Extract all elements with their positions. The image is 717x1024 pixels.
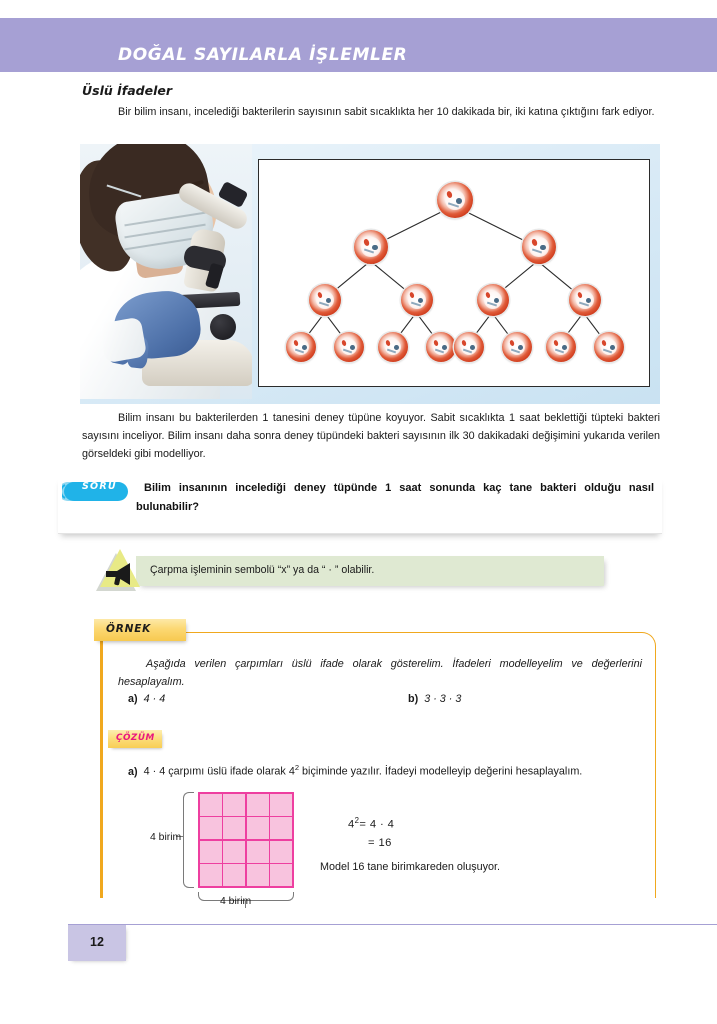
model-cell	[200, 841, 222, 863]
bacteria-cell-icon	[477, 284, 509, 316]
solution-badge	[108, 730, 162, 748]
calculation-note: Model 16 tane birimkareden oluşuyor.	[320, 861, 501, 873]
megaphone-icon	[104, 562, 136, 586]
example-top-rule	[184, 632, 642, 633]
bacteria-cell-icon	[502, 332, 532, 362]
model-cell	[200, 794, 222, 816]
solution-item-letter: a)	[128, 765, 138, 778]
model-cell	[247, 864, 269, 886]
soru-badge-label: SORU	[82, 480, 117, 492]
calc-base: 4	[348, 818, 355, 831]
calc-rhs: = 4 · 4	[359, 818, 395, 831]
example-badge	[94, 619, 186, 641]
bacteria-cell-icon	[378, 332, 408, 362]
bacteria-cell-icon	[309, 284, 341, 316]
bacteria-cell-icon	[454, 332, 484, 362]
footer-rule	[68, 924, 717, 925]
microscope-scientist-photo	[80, 144, 252, 399]
option-a-letter: a)	[128, 693, 138, 705]
model-cell	[200, 817, 222, 839]
model-cell	[223, 794, 245, 816]
bacteria-cell-icon	[522, 230, 556, 264]
calculation-line-1	[348, 816, 394, 831]
calc-exponent: 2	[354, 816, 360, 825]
model-left-label: 4 birim	[150, 832, 182, 843]
figure-strip	[80, 144, 660, 404]
unit-square-model	[198, 792, 294, 888]
model-cell	[200, 864, 222, 886]
bacteria-cell-icon	[594, 332, 624, 362]
solution-badge-label: ÇÖZÜM	[116, 733, 155, 743]
example-badge-label: ÖRNEK	[106, 623, 152, 635]
option-b-letter: b)	[408, 693, 419, 705]
question-block	[58, 476, 662, 534]
bacteria-cell-icon	[546, 332, 576, 362]
example-instruction: Aşağıda verilen çarpımları üslü ifade olarak gösterelim. İfadeleri modelleyelim ve değerlerini hesaplayalım.	[118, 658, 642, 688]
question-text: Bilim insanının incelediği deney tüpünde 1 saat sonunda kaç tane bakteri olduğu nasıl bulunabilir?	[136, 482, 654, 513]
solution-exponent: 2	[294, 763, 300, 772]
microscope-knob-shape	[210, 314, 236, 340]
model-cell	[247, 817, 269, 839]
example-option-a	[128, 693, 165, 705]
intro-paragraph: Bir bilim insanı, incelediği bakterilerin sayısının sabit sıcaklıkta her 10 dakikada bir, iki katına çıktığını fark ediyor.	[118, 106, 655, 118]
solution-text-part-1: 4 · 4 çarpımı üslü ifade olarak 4	[143, 765, 295, 778]
bacteria-cell-icon	[286, 332, 316, 362]
model-bottom-label: 4 birim	[220, 896, 252, 907]
bacteria-cell-icon	[426, 332, 456, 362]
page-number: 12	[90, 935, 104, 949]
model-cell	[270, 864, 292, 886]
model-cell	[270, 794, 292, 816]
tube-paragraph: Bilim insanı bu bakterilerden 1 tanesini deney tüpüne koyuyor. Sabit sıcaklıkta 1 saat beklettiği tüpteki bakteri sayısını inceliyor. Bilim insanı daha sonra deney tüpündeki bakteri sayısının ilk 30 dakikadaki değişimini yukarıda verilen görseldeki gibi modelliyor.	[82, 412, 660, 460]
model-cell	[270, 817, 292, 839]
option-b-expression: 3 · 3 · 3	[424, 693, 462, 705]
calculation-line-2: = 16	[368, 837, 392, 849]
option-a-expression: 4 · 4	[143, 693, 166, 705]
solution-text-part-2: biçiminde yazılır. İfadeyi modelleyip değerini hesaplayalım.	[299, 765, 583, 778]
model-cell	[247, 794, 269, 816]
bacteria-cell-icon	[401, 284, 433, 316]
model-cell	[247, 841, 269, 863]
page-number-box	[68, 925, 126, 961]
section-heading: Üslü İfadeler	[82, 83, 173, 98]
unit-title: DOĞAL SAYILARLA İŞLEMLER	[118, 45, 408, 65]
model-cell	[223, 817, 245, 839]
sleeve-cuff-shape	[99, 317, 147, 364]
example-option-b	[408, 693, 461, 705]
bacteria-cell-icon	[334, 332, 364, 362]
model-cell	[223, 864, 245, 886]
model-cell	[223, 841, 245, 863]
solution-statement	[128, 763, 648, 778]
note-text: Çarpma işleminin sembolü “x” ya da “ · ” olabilir.	[150, 564, 375, 576]
bacteria-cell-icon	[569, 284, 601, 316]
example-left-rule	[100, 632, 103, 898]
left-brace	[183, 792, 194, 888]
note-box	[136, 556, 604, 586]
bacteria-tree-panel	[258, 159, 650, 387]
bacteria-cell-icon	[437, 182, 473, 218]
bacteria-cell-icon	[354, 230, 388, 264]
model-cell	[270, 841, 292, 863]
